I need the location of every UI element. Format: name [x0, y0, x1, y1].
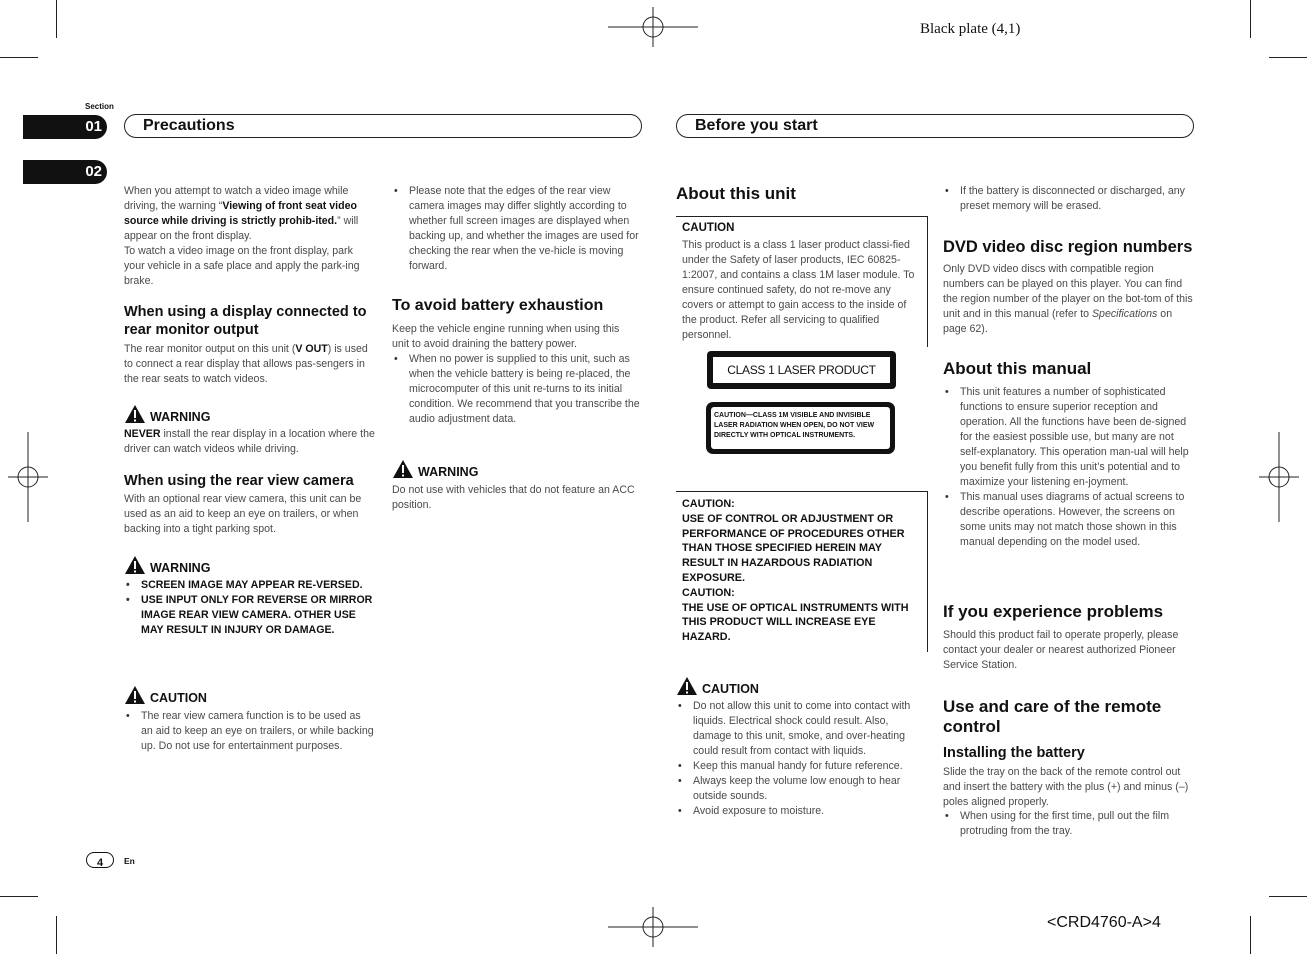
crop-mark: [0, 57, 38, 58]
caution-paragraph: This product is a class 1 laser product classi-fied under the Safety of laser products, IEC 60825-1:2007, and contains a class 1M laser module. To ensure continued safety, do not re-move any covers or attempt to gain access to the inside of the product. Refer all servicing to qualified personnel.: [682, 239, 915, 341]
class1-laser-label: [707, 351, 896, 389]
battery-list: [392, 352, 640, 427]
intro-paragraph: When you attempt to watch a video image while driving, the warning “Viewing of front seat video source while driving is strictly prohib-ited.” will appear on the front display. To watch a video image on the front display, park your vehicle in a safe place and apply the park-ing brake.: [124, 185, 360, 287]
note-list: [392, 184, 640, 274]
list-item: • USE INPUT ONLY FOR REVERSE OR MIRROR IMAGE REAR VIEW CAMERA. OTHER USE MAY RESULT IN INJURY OR DAMAGE.: [124, 593, 374, 638]
list-item: • This unit features a number of sophisticated functions to ensure superior reception and operation. All the functions have been de-signed for the easiest possible use, but many are not self-explanatory. This operation man-ual will help you benefit fully from this unit’s potential and to maximize your listening en-joyment.: [943, 385, 1195, 490]
caution-title: CAUTION: [682, 222, 735, 234]
plate-label: Black plate (4,1): [920, 21, 1021, 37]
battery-note-list: [943, 184, 1193, 214]
heading-rear-view-camera: When using the rear view camera: [124, 473, 354, 489]
list-item: • Please note that the edges of the rear view camera images may differ slightly according to whether full screen images are displayed when backing up, and whether the images are used for checking the rear when the ve-hicle is moving forward.: [392, 184, 640, 274]
heading-display-rear-output: When using a display connected to rear monitor output: [124, 304, 367, 338]
warning-block: [124, 555, 210, 575]
warning-text: NEVER install the rear display in a location where the driver can watch videos while driving.: [124, 428, 375, 455]
heading-battery-exhaustion: To avoid battery exhaustion: [392, 297, 604, 314]
warning-block: [124, 404, 210, 424]
registration-mark: [608, 7, 698, 47]
laser-label-line: DIRECTLY WITH OPTICAL INSTRUMENTS.: [714, 432, 856, 439]
section-header-title: Before you start: [695, 117, 818, 134]
heading-region-numbers: DVD video disc region numbers: [943, 238, 1193, 256]
region-paragraph: Only DVD video discs with compatible region numbers can be played on this player. You can find the region number of the player on the bot-tom of this unit and in this manual (refer to Specifications on page 62).: [943, 263, 1193, 335]
page-number: 4: [96, 857, 104, 869]
registration-mark: [8, 432, 48, 522]
warning-label: WARNING: [150, 561, 211, 575]
caution-triangle-icon: [676, 676, 698, 696]
problems-paragraph: Should this product fail to operate properly, please contact your dealer or nearest authorized Pioneer Service Station.: [943, 629, 1179, 671]
section-header-title: Precautions: [143, 117, 235, 134]
class1-label-text: CLASS 1 LASER PRODUCT: [727, 363, 876, 377]
caution-list: [676, 699, 926, 819]
laser-warning-label: [706, 402, 895, 454]
crop-mark: [1250, 916, 1251, 954]
crop-mark: [56, 916, 57, 954]
list-item: • The rear view camera function is to be used as an aid to keep an eye on trailers, or while backing up. Do not use for entertainment purposes.: [124, 709, 374, 754]
registration-mark: [608, 907, 698, 947]
registration-mark: [1259, 432, 1299, 522]
crop-mark: [0, 896, 38, 897]
section-tab-02: 02: [23, 160, 107, 184]
caution-block: [124, 685, 207, 705]
crop-mark: [56, 0, 57, 38]
caution-block: [676, 676, 759, 696]
caution-label: CAUTION: [150, 691, 207, 705]
install-paragraph: Slide the tray on the back of the remote control out and insert the battery with the plus (+) and minus (–) poles aligned properly.: [943, 766, 1189, 808]
list-item: • Always keep the volume low enough to hear outside sounds.: [676, 774, 926, 804]
hazard-caution-text: CAUTION: USE OF CONTROL OR ADJUSTMENT OR PERFORMANCE OF PROCEDURES OTHER THAN THOSE SPECIFIED HEREIN MAY RESULT IN HAZARDOUS RADIATION EXPOSURE. CAUTION: THE USE OF OPTICAL INSTRUMENTS WITH THIS PRODUCT WILL INCREASE EYE HAZARD.: [682, 498, 909, 644]
warning-block: [392, 459, 478, 479]
caution-triangle-icon: [124, 685, 146, 705]
list-item: • If the battery is disconnected or discharged, any preset memory will be erased.: [943, 184, 1193, 214]
crop-mark: [1250, 0, 1251, 38]
display-paragraph: The rear monitor output on this unit (V OUT) is used to connect a rear display that allows pas-sengers in the rear seats to watch videos.: [124, 343, 368, 385]
heading-installing-battery: Installing the battery: [943, 745, 1085, 761]
list-item: • Keep this manual handy for future reference.: [676, 759, 926, 774]
heading-remote-control: Use and care of the remote control: [943, 697, 1162, 736]
heading-about-this-unit: About this unit: [676, 184, 796, 203]
section-label: Section: [85, 102, 114, 111]
list-item: • Avoid exposure to moisture.: [676, 804, 926, 819]
install-list: [943, 809, 1193, 839]
heading-problems: If you experience problems: [943, 602, 1164, 621]
laser-label-line: CAUTION—CLASS 1M VISIBLE AND INVISIBLE: [714, 412, 871, 419]
warning-label: WARNING: [150, 410, 211, 424]
list-item: • Do not allow this unit to come into contact with liquids. Electrical shock could result. Also, damage to this unit, smoke, and over-heating could result from contact with liquids.: [676, 699, 926, 759]
list-item: • SCREEN IMAGE MAY APPEAR RE-VERSED.: [124, 578, 374, 593]
caution-list: [124, 709, 374, 754]
page-number-badge: [86, 852, 114, 868]
list-item: • This manual uses diagrams of actual screens to describe operations. However, the screens on some units may not match those shown in this manual depending on the model used.: [943, 490, 1195, 550]
section-header-before-you-start: [676, 114, 1194, 138]
heading-about-manual: About this manual: [943, 359, 1092, 378]
battery-paragraph: Keep the vehicle engine running when using this unit to avoid draining the battery power.: [392, 323, 620, 350]
document-code: <CRD4760-A>4: [1047, 914, 1161, 931]
crop-mark: [1269, 57, 1307, 58]
language-label: En: [124, 856, 135, 866]
list-item: • When no power is supplied to this unit, such as when the vehicle battery is being re-placed, the microcomputer of this unit re-turns to its initial condition. We recommend that you transcribe the audio adjustment data.: [392, 352, 640, 427]
crop-mark: [1269, 896, 1307, 897]
warning-triangle-icon: [124, 555, 146, 575]
warning-triangle-icon: [124, 404, 146, 424]
caution-label: CAUTION: [702, 682, 759, 696]
warning-list: [124, 578, 374, 638]
section-tab-01: 01: [23, 115, 107, 139]
warning-text: Do not use with vehicles that do not feature an ACC position.: [392, 484, 635, 511]
camera-paragraph: With an optional rear view camera, this unit can be used as an aid to keep an eye on trailers, or when backing into a tight parking spot.: [124, 493, 362, 535]
list-item: • When using for the first time, pull out the film protruding from the tray.: [943, 809, 1193, 839]
laser-label-line: LASER RADIATION WHEN OPEN, DO NOT VIEW: [714, 422, 875, 429]
manual-list: [943, 385, 1195, 550]
warning-triangle-icon: [392, 459, 414, 479]
section-header-precautions: [124, 114, 642, 138]
warning-label: WARNING: [418, 465, 479, 479]
